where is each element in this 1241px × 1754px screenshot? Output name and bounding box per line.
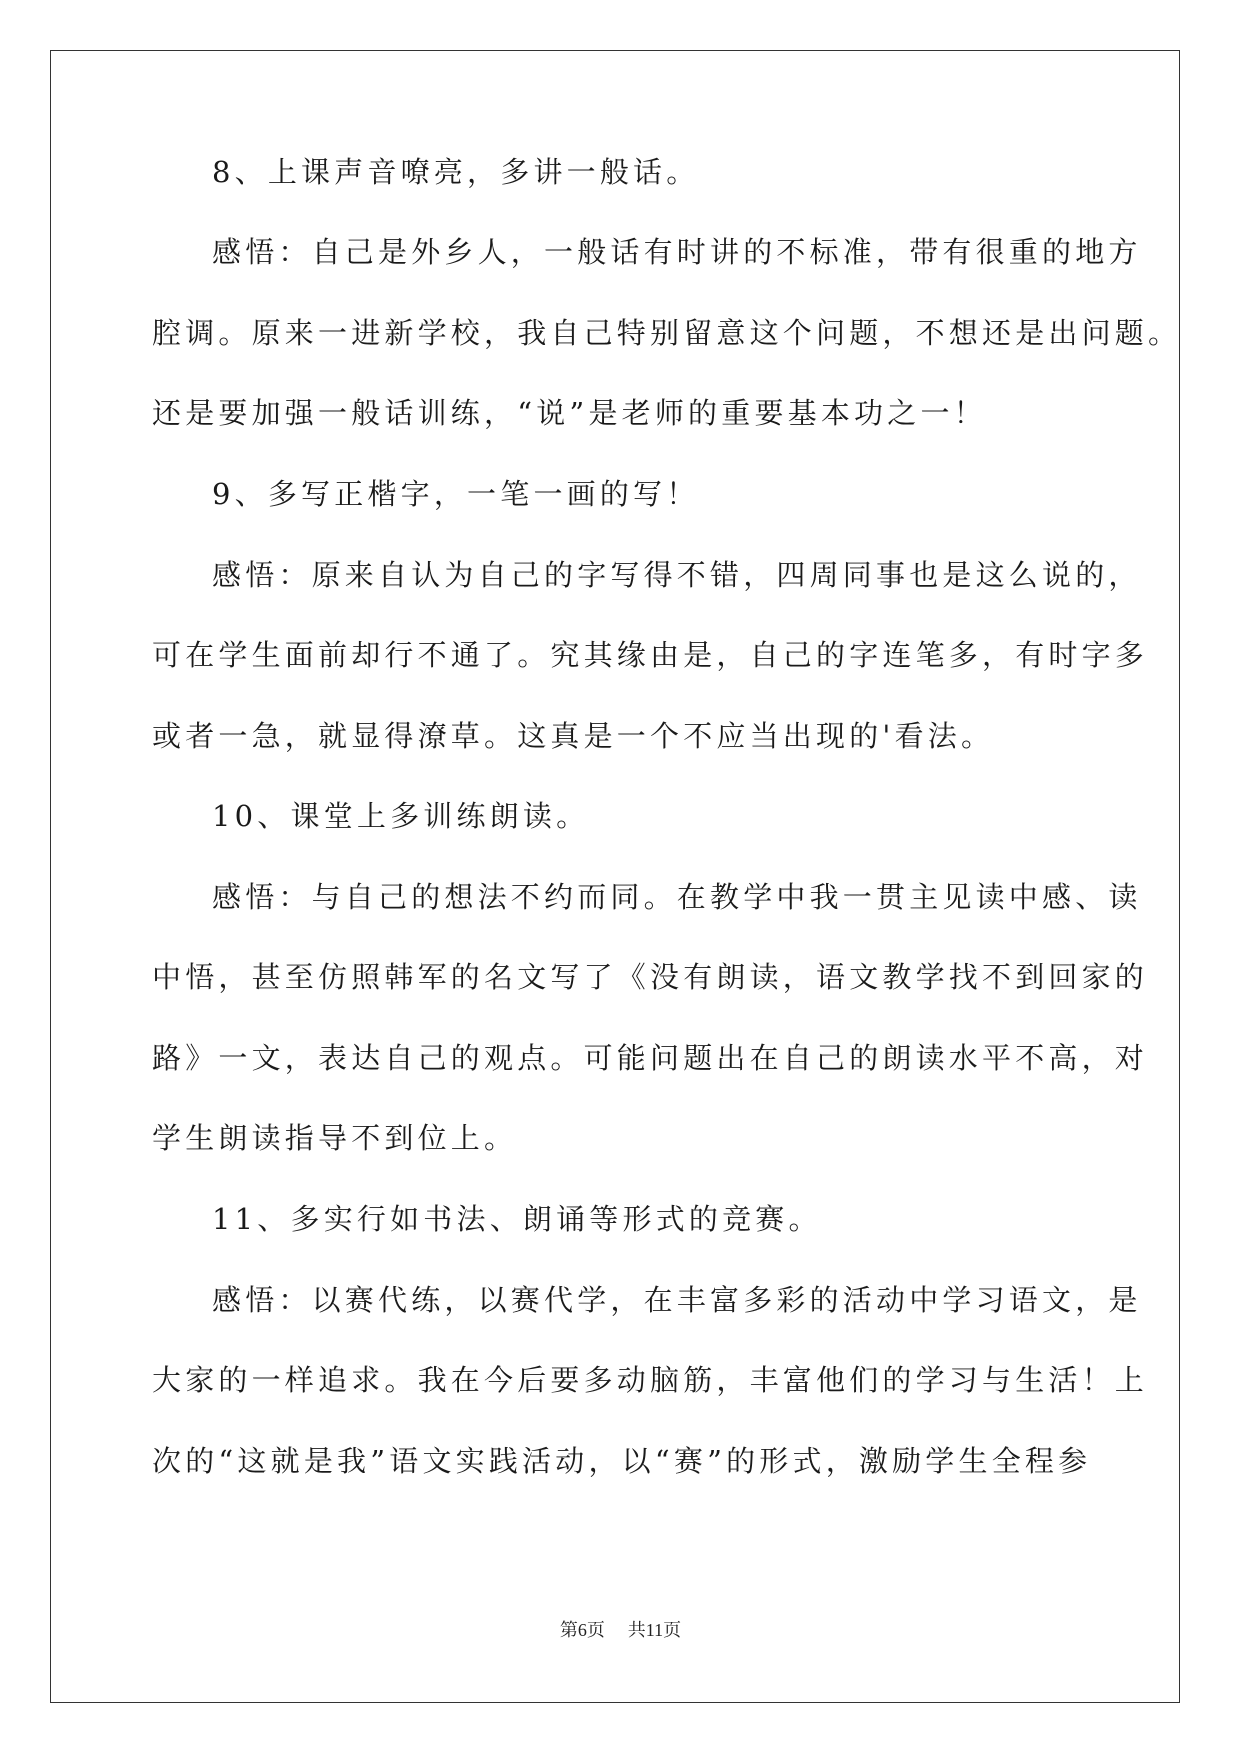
heading-item-9: 9、多写正楷字，一笔一画的写！: [212, 477, 700, 511]
heading-item-11: 11、多实行如书法、朗诵等形式的竞赛。: [212, 1202, 822, 1236]
paragraph-line: 或者一急，就显得潦草。这真是一个不应当出现的'看法。: [152, 719, 995, 753]
total-pages: 11: [645, 1620, 664, 1640]
heading-item-10: 10、课堂上多训练朗读。: [212, 799, 590, 833]
paragraph-line: 感悟：与自己的想法不约而同。在教学中我一贯主见读中感、读: [212, 880, 1142, 914]
paragraph-line: 路》一文，表达自己的观点。可能问题出在自己的朗读水平不高，对: [152, 1041, 1149, 1075]
paragraph-line: 感悟：自己是外乡人，一般话有时讲的不标准，带有很重的地方: [212, 235, 1142, 269]
heading-item-8: 8、上课声音嘹亮，多讲一般话。: [212, 155, 700, 189]
paragraph-line: 还是要加强一般话训练，“说”是老师的重要基本功之一！: [152, 396, 987, 430]
page-footer: [0, 1618, 1241, 1643]
page-prefix: 第: [559, 1620, 578, 1641]
paragraph-line: 次的“这就是我”语文实践活动，以“赛”的形式，激励学生全程参: [152, 1444, 1092, 1478]
paragraph-line: 感悟：原来自认为自己的字写得不错，四周同事也是这么说的，: [212, 558, 1142, 592]
total-prefix: 共: [627, 1620, 646, 1641]
total-suffix: 页: [663, 1620, 682, 1641]
page-number: 6: [577, 1620, 587, 1640]
paragraph-line: 学生朗读指导不到位上。: [152, 1121, 518, 1155]
paragraph-line: 感悟：以赛代练，以赛代学，在丰富多彩的活动中学习语文，是: [212, 1283, 1142, 1317]
page-suffix: 页: [586, 1620, 605, 1641]
paragraph-line: 可在学生面前却行不通了。究其缘由是，自己的字连笔多，有时字多: [152, 638, 1149, 672]
paragraph-line: 中悟，甚至仿照韩军的名文写了《没有朗读，语文教学找不到回家的: [152, 960, 1149, 994]
paragraph-line: 腔调。原来一进新学校，我自己特别留意这个问题，不想还是出问题。: [152, 316, 1182, 350]
paragraph-line: 大家的一样追求。我在今后要多动脑筋，丰富他们的学习与生活！上: [152, 1363, 1149, 1397]
